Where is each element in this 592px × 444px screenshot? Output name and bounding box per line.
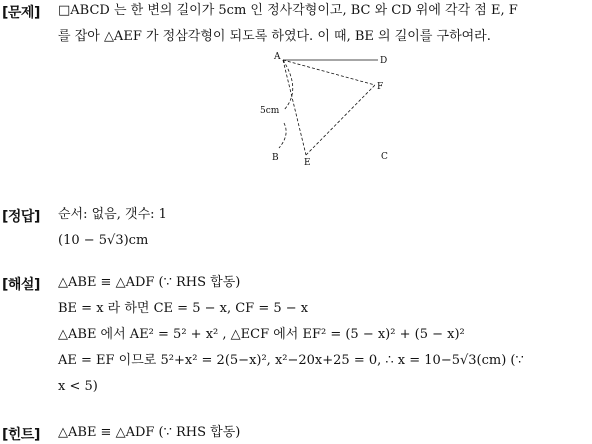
answer-meta: 순서: 없음, 갯수: 1 xyxy=(58,207,167,222)
side-length-label: 5cm xyxy=(260,106,280,116)
answer-value: (10 − 5√3)cm xyxy=(58,233,149,248)
point-b: B xyxy=(272,153,279,163)
point-e: E xyxy=(304,158,311,168)
problem-label: [문제] xyxy=(2,5,40,21)
problem-line-2: 를 잡아 △AEF 가 정삼각형이 되도록 하였다. 이 때, BE 의 길이를 구하여라. xyxy=(58,29,491,44)
solution-line-3: △ABE 에서 AE² = 5² + x² , △ECF 에서 EF² = (5 − x)² + (5 − x)² xyxy=(58,327,465,342)
hint-label: [힌트] xyxy=(2,427,40,443)
point-a: A xyxy=(274,52,281,62)
side-ab-lower xyxy=(279,123,286,148)
solution-line-2: BE = x 라 하면 CE = 5 − x, CF = 5 − x xyxy=(58,301,309,316)
square-diagram xyxy=(250,50,400,170)
point-f: F xyxy=(377,82,384,92)
solution-line-4: AE = EF 이므로 5²+x² = 2(5−x)², x²−20x+25 = 0, ∴ x = 10−5√3(cm) (∵ xyxy=(58,353,524,368)
answer-label: [정답] xyxy=(2,209,40,225)
solution-label: [해설] xyxy=(2,277,40,293)
point-c: C xyxy=(381,152,388,162)
point-d: D xyxy=(380,56,388,66)
solution-line-1: △ABE ≡ △ADF (∵ RHS 합동) xyxy=(58,275,241,290)
segment-ef xyxy=(306,85,375,155)
problem-line-1: □ABCD 는 한 변의 길이가 5cm 인 정사각형이고, BC 와 CD 위에 각각 점 E, F xyxy=(58,3,518,18)
hint-text: △ABE ≡ △ADF (∵ RHS 합동) xyxy=(58,425,241,440)
segment-af xyxy=(283,60,375,85)
solution-line-5: x < 5) xyxy=(58,379,98,394)
